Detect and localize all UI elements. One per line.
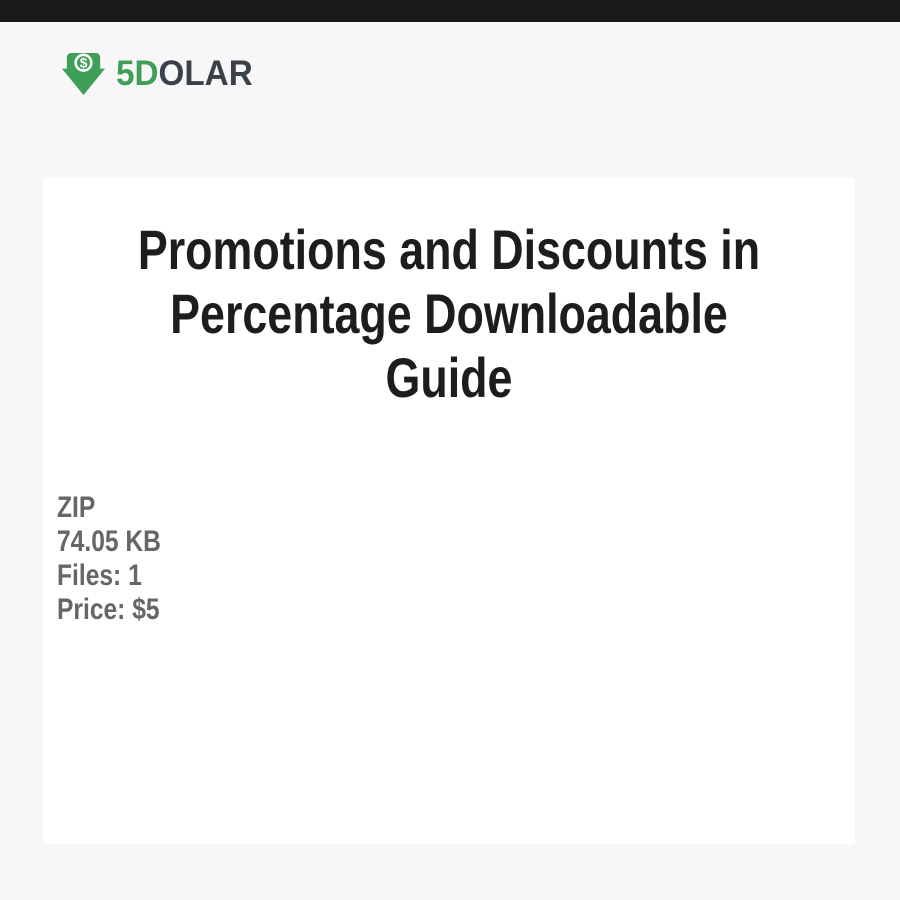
brand-wordmark (116, 56, 253, 91)
product-title (124, 218, 774, 410)
file-details (57, 491, 161, 627)
brand-logo[interactable] (60, 50, 260, 97)
dollar-sign-glyph: $ (79, 55, 88, 71)
product-title-line-1: Promotions and Discounts in (137, 218, 761, 281)
product-title-line-2: Percentage Downloadable Guide (170, 282, 728, 409)
files-count: Files: 1 (57, 559, 142, 592)
file-size: 74.05 KB (57, 525, 161, 558)
brand-wordmark-dark: OLAR (158, 54, 253, 93)
top-accent-bar (0, 0, 900, 22)
product-card (43, 178, 855, 844)
brand-wordmark-green: 5D (116, 54, 159, 93)
dollar-download-arrow-icon (60, 50, 107, 97)
file-type: ZIP (57, 491, 96, 524)
price: Price: $5 (57, 593, 160, 626)
